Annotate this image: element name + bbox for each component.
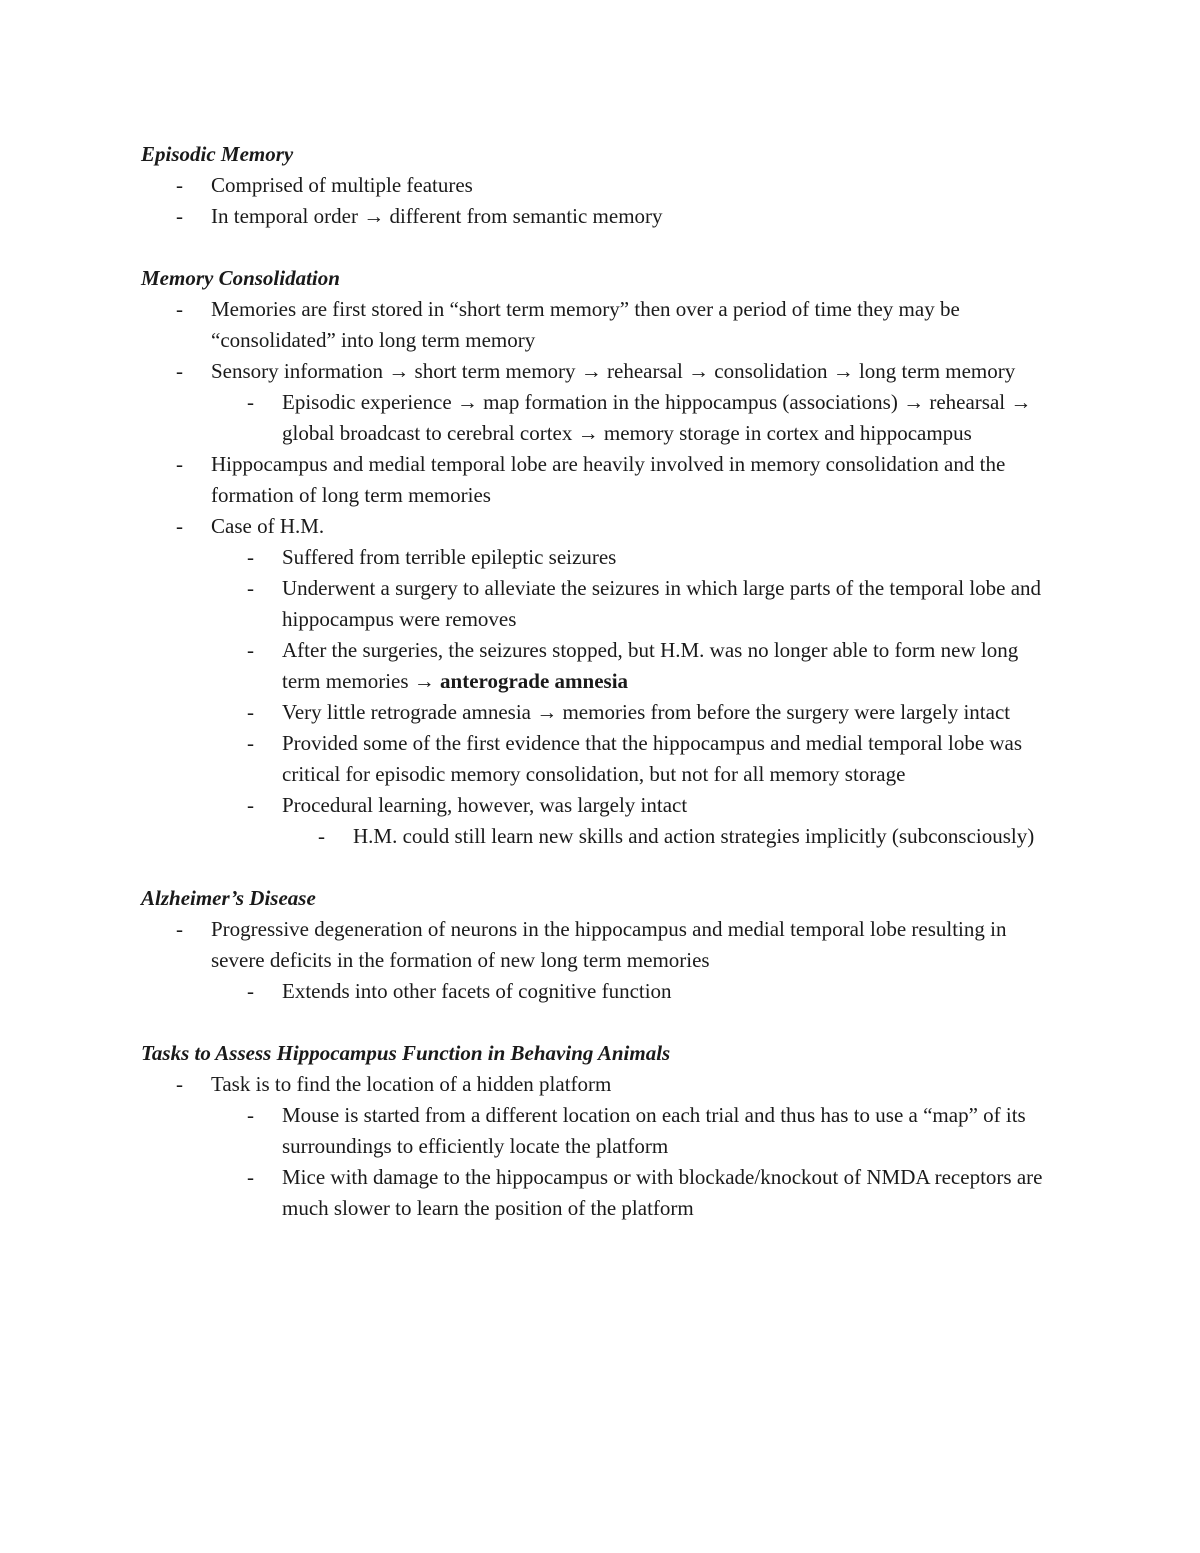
- section-alzheimers-disease: [0, 883, 1200, 1007]
- list-item: [0, 1162, 1200, 1224]
- section-episodic-memory: [0, 139, 1200, 232]
- section-heading: Tasks to Assess Hippocampus Function in Behaving Animals: [141, 1041, 671, 1065]
- list-item-text: Memories are first stored in “short term memory” then over a period of time they may be “consolidated” into long term memory: [211, 297, 960, 352]
- list-item: [0, 573, 1200, 635]
- bullet-dash: -: [247, 793, 254, 817]
- list-item-text: Very little retrograde amnesia → memories from before the surgery were largely intact: [282, 700, 1011, 724]
- bullet-dash: -: [176, 204, 183, 228]
- bullet-dash: -: [176, 917, 183, 941]
- section-heading: Episodic Memory: [141, 142, 294, 166]
- list-item: [0, 201, 1200, 232]
- section-heading: Alzheimer’s Disease: [141, 886, 316, 910]
- bullet-dash: -: [247, 1165, 254, 1189]
- section-hippocampus-tasks: [0, 1038, 1200, 1224]
- list-item-text: Suffered from terrible epileptic seizures: [282, 545, 617, 569]
- list-item: [0, 728, 1200, 790]
- list-item-text: Progressive degeneration of neurons in the hippocampus and medial temporal lobe resulting in severe deficits in the formation of new long term memories: [211, 917, 1007, 972]
- bullet-dash: -: [247, 979, 254, 1003]
- list-item-text: Episodic experience → map formation in the hippocampus (associations) → rehearsal → global broadcast to cerebral cortex → memory storage in cortex and hippocampus: [282, 390, 1032, 445]
- document-page: [0, 139, 1200, 1255]
- bullet-dash: -: [176, 514, 183, 538]
- list-item: [0, 294, 1200, 356]
- list-item-text: Mouse is started from a different location on each trial and thus has to use a “map” of its surroundings to efficiently locate the platform: [282, 1103, 1026, 1158]
- list-item-text: Comprised of multiple features: [211, 173, 473, 197]
- bullet-dash: -: [176, 359, 183, 383]
- bullet-dash: -: [247, 700, 254, 724]
- list-item-text: Sensory information → short term memory → rehearsal → consolidation → long term memory: [211, 359, 1016, 383]
- bullet-dash: -: [176, 1072, 183, 1096]
- section-memory-consolidation: [0, 263, 1200, 852]
- list-item: [0, 635, 1200, 697]
- list-item: [0, 356, 1200, 387]
- list-item: [0, 449, 1200, 511]
- list-item: [0, 697, 1200, 728]
- list-item-text: Hippocampus and medial temporal lobe are heavily involved in memory consolidation and the formation of long term memories: [211, 452, 1006, 507]
- list-item: [0, 387, 1200, 449]
- list-item-text: Extends into other facets of cognitive function: [282, 979, 672, 1003]
- bold-term: anterograde amnesia: [440, 669, 629, 693]
- bullet-dash: -: [247, 576, 254, 600]
- list-item-text: Task is to find the location of a hidden platform: [211, 1072, 612, 1096]
- bullet-dash: -: [176, 173, 183, 197]
- list-item-text: In temporal order → different from semantic memory: [211, 204, 663, 228]
- list-item: [0, 821, 1200, 852]
- bullet-dash: -: [247, 731, 254, 755]
- list-item-text: Mice with damage to the hippocampus or with blockade/knockout of NMDA receptors are much slower to learn the position of the platform: [282, 1165, 1043, 1220]
- list-item: [0, 511, 1200, 542]
- section-heading: Memory Consolidation: [141, 266, 340, 290]
- list-item-text: Case of H.M.: [211, 514, 325, 538]
- list-item-text: [282, 635, 1057, 697]
- bullet-dash: -: [247, 1103, 254, 1127]
- bullet-dash: -: [247, 638, 254, 662]
- list-item-text: Underwent a surgery to alleviate the seizures in which large parts of the temporal lobe and hippocampus were removes: [282, 576, 1042, 631]
- list-item: [0, 976, 1200, 1007]
- list-item-text: H.M. could still learn new skills and action strategies implicitly (subconsciously): [353, 824, 1035, 848]
- list-item: [0, 1069, 1200, 1100]
- list-item: [0, 170, 1200, 201]
- bullet-dash: -: [247, 390, 254, 414]
- list-item-text: Procedural learning, however, was largely intact: [282, 793, 688, 817]
- list-item: [0, 914, 1200, 976]
- bullet-dash: -: [318, 824, 325, 848]
- list-item-text-plain: After the surgeries, the seizures stopped, but H.M. was no longer able to form new long term memories →: [282, 638, 1019, 693]
- bullet-dash: -: [176, 452, 183, 476]
- bullet-dash: -: [176, 297, 183, 321]
- list-item-text: Provided some of the first evidence that the hippocampus and medial temporal lobe was critical for episodic memory consolidation, but not for all memory storage: [282, 731, 1023, 786]
- list-item: [0, 790, 1200, 821]
- list-item: [0, 542, 1200, 573]
- bullet-dash: -: [247, 545, 254, 569]
- list-item: [0, 1100, 1200, 1162]
